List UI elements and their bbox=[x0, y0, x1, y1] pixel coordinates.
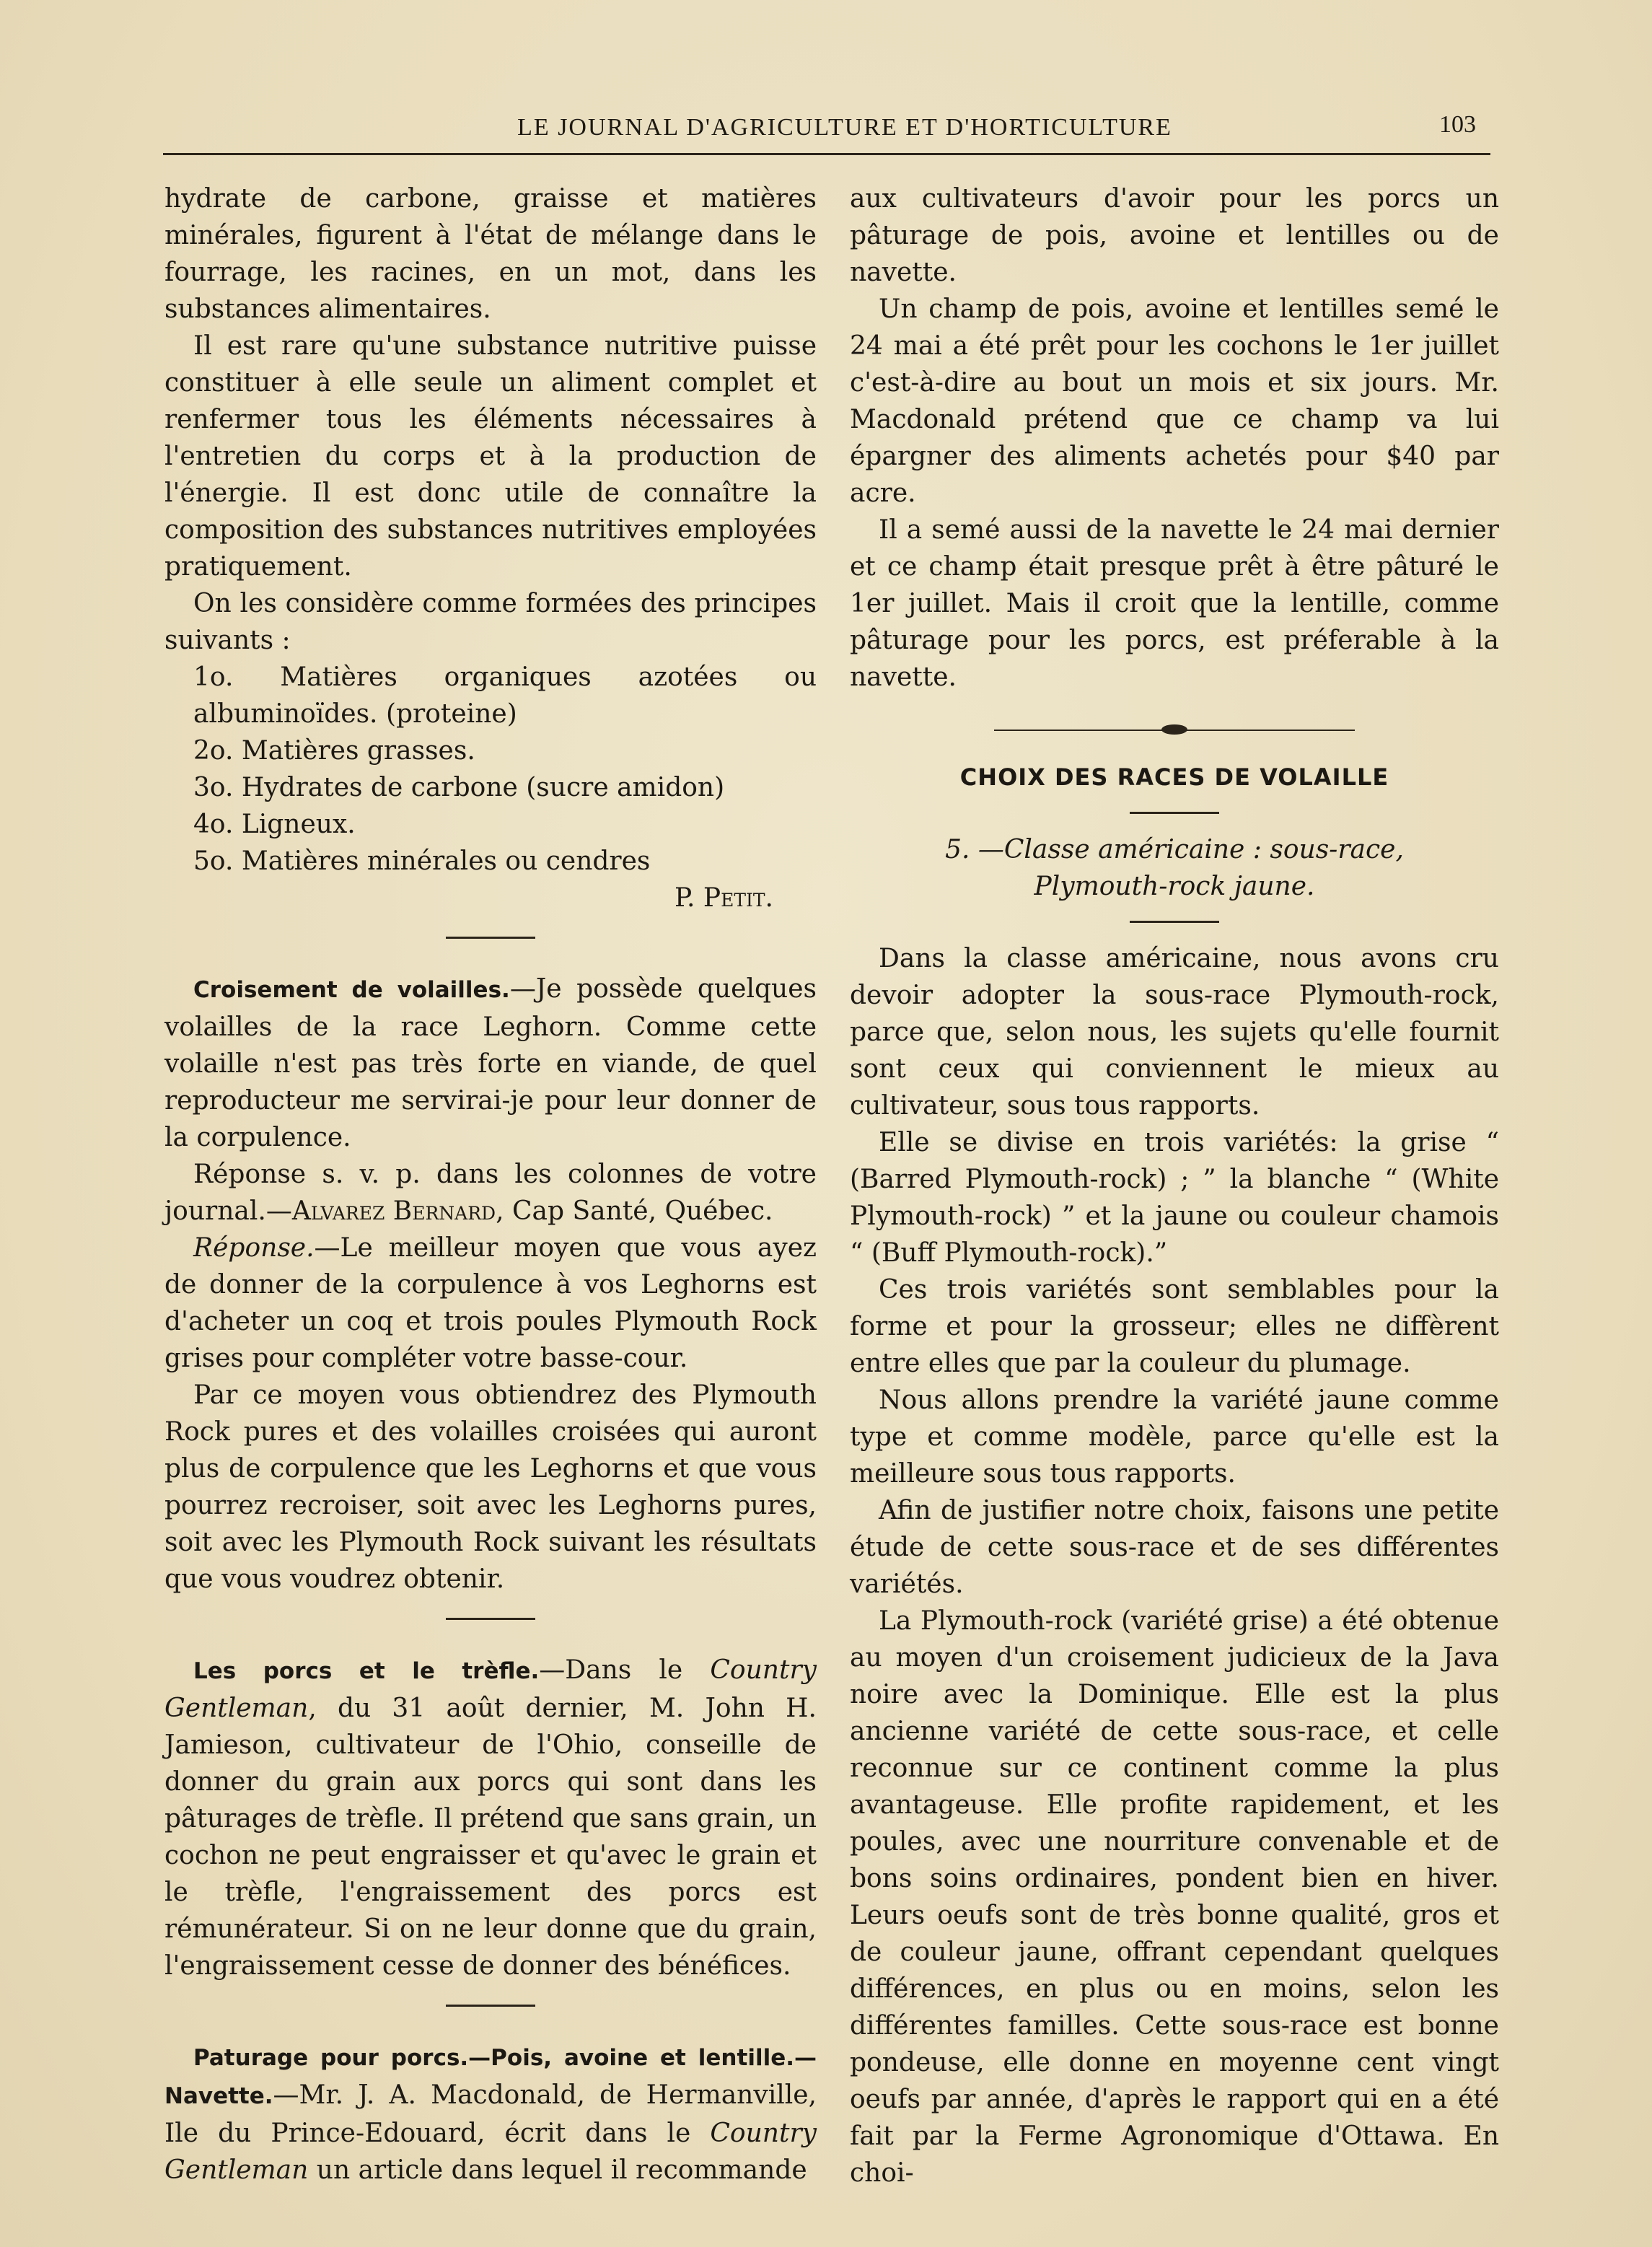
article-paturage bbox=[164, 2038, 817, 2189]
list-item: 3o. Hydrates de carbone (sucre amidon) bbox=[193, 773, 725, 802]
article-text: —Je possède quelques volailles de la race Leghorn. Comme cette volaille n'est pas très forte en viande, de quel reproducteur me servirai-je pour leur donner de la corpulence. bbox=[164, 974, 817, 1152]
ornament-divider bbox=[994, 723, 1355, 737]
paragraph bbox=[164, 1156, 817, 1230]
article-porcs bbox=[164, 1652, 817, 1984]
paragraph: Afin de justifier notre choix, faisons une petite étude de cette sous-race et de ses différentes variétés. bbox=[850, 1496, 1499, 1599]
paragraph: On les considère comme formées des principes suivants : bbox=[164, 589, 817, 655]
ornament-center bbox=[1161, 724, 1187, 735]
author-place: , Cap Santé, Québec. bbox=[496, 1196, 773, 1226]
paragraph: hydrate de carbone, graisse et matières minérales, figurent à l'état de mélange dans le fourrage, les racines, en un mot, dans les substances alimentaires. bbox=[164, 184, 817, 324]
journal-name: Country Gentleman bbox=[164, 1655, 817, 1723]
journal-title: LE JOURNAL D'AGRICULTURE ET D'HORTICULTURE bbox=[517, 114, 1172, 141]
article-text: Réponse s. v. p. dans les colonnes de votre journal.— bbox=[164, 1160, 817, 1226]
article-text: —Mr. J. A. Macdonald, de Hermanville, Ile du Prince-Edouard, écrit dans le bbox=[164, 2080, 817, 2148]
article-text: un article dans lequel il recommande bbox=[308, 2155, 807, 2185]
separator-rule bbox=[446, 2005, 535, 2007]
paragraph: Nous allons prendre la variété jaune comme type et comme modèle, parce qu'elle est la meilleure sous tous rapports. bbox=[850, 1385, 1499, 1489]
header-rule bbox=[163, 153, 1490, 155]
article-text: —Dans le bbox=[539, 1655, 711, 1685]
article-heading: Paturage pour porcs.—Pois, avoine et lentille.—Navette. bbox=[164, 2045, 817, 2109]
author-signature: P. Petit. bbox=[675, 883, 773, 913]
article-heading: Les porcs et le trèfle. bbox=[193, 1658, 540, 1684]
section-subtitle: 5. —Classe américaine : sous-race, Plymouth-rock jaune. bbox=[945, 835, 1404, 901]
article-croisement bbox=[164, 971, 817, 1156]
list-item: 2o. Matières grasses. bbox=[193, 736, 475, 766]
paragraph: Ces trois variétés sont semblables pour la forme et pour la grosseur; elles ne diffèrent entre elles que par la couleur du plumage. bbox=[850, 1275, 1499, 1378]
paragraph: La Plymouth-rock (variété grise) a été obtenue au moyen d'un croisement judicieux de la Java noire avec la Dominique. Elle est la plus ancienne variété de cette sous-race, et celle reconnue sur ce continent comme la plus avantageuse. Elle profite rapidement, et les poules, avec une nourriture convenable et de bons soins ordinaires, pondent bien en hiver. Leurs oeufs sont de très bonne qualité, gros et de couleur jaune, offrant cependant quelques différences, en plus ou en moins, selon les différentes familles. Cette sous-race est bonne pondeuse, elle donne en moyenne cent vingt oeufs par année, d'après le rapport qui en a été fait par la Ferme Agronomique d'Ottawa. En choi- bbox=[850, 1606, 1499, 2188]
article-heading: Croisement de volailles. bbox=[193, 977, 510, 1003]
journal-name: Country Gentleman bbox=[164, 2119, 817, 2185]
list-item: 1o. Matières organiques azotées ou albuminoïdes. (proteine) bbox=[193, 662, 817, 729]
article-text: —Le meilleur moyen que vous ayez de donner de la corpulence à vos Leghorns est d'acheter un coq et trois poules Plymouth Rock grises pour compléter votre basse-cour. bbox=[164, 1233, 817, 1373]
separator-rule bbox=[1130, 921, 1219, 923]
article-text: , du 31 août dernier, M. John H. Jamieson, cultivateur de l'Ohio, conseille de donner du grain aux porcs qui sont dans les pâturages de trèfle. Il prétend que sans grain, un cochon ne peut engraisser et qu'avec le grain et le trèfle, l'engraissement des porcs est rémunérateur. Si on ne leur donne que du grain, l'engraissement cesse de donner des bénéfices. bbox=[164, 1694, 817, 1981]
paragraph: aux cultivateurs d'avoir pour les porcs un pâturage de pois, avoine et lentilles ou de navette. bbox=[850, 184, 1499, 287]
left-column bbox=[164, 180, 817, 2189]
author-name: Alvarez Bernard bbox=[291, 1196, 496, 1226]
paragraph: Un champ de pois, avoine et lentilles semé le 24 mai a été prêt pour les cochons le 1er juillet c'est-à-dire au bout un mois et six jours. Mr. Macdonald prétend que ce champ va lui épargner des aliments achetés pour $40 par acre. bbox=[850, 294, 1499, 508]
separator-rule bbox=[446, 1618, 535, 1620]
section-title: CHOIX DES RACES DE VOLAILLE bbox=[959, 763, 1389, 791]
right-column bbox=[850, 180, 1499, 2191]
list-item: 5o. Matières minérales ou cendres bbox=[193, 846, 651, 876]
paragraph: Il a semé aussi de la navette le 24 mai dernier et ce champ était presque prêt à être pâturé le 1er juillet. Mais il croit que la lentille, comme pâturage pour les porcs, est préferable à la navette. bbox=[850, 515, 1499, 692]
paragraph bbox=[164, 1230, 817, 1377]
separator-rule bbox=[1130, 812, 1219, 814]
answer-label: Réponse. bbox=[193, 1233, 315, 1263]
separator-rule bbox=[446, 937, 535, 939]
running-header bbox=[163, 108, 1490, 144]
paragraph: Par ce moyen vous obtiendrez des Plymouth Rock pures et des volailles croisées qui auront plus de corpulence que les Leghorns et que vous pourrez recroiser, soit avec les Leghorns pures, soit avec les Plymouth Rock suivant les résultats que vous voudrez obtenir. bbox=[164, 1380, 817, 1594]
page-number: 103 bbox=[1439, 111, 1476, 138]
paragraph: Dans la classe américaine, nous avons cru devoir adopter la sous-race Plymouth-rock, parce que, selon nous, les sujets qu'elle fournit sont ceux qui conviennent le mieux au cultivateur, sous tous rapports. bbox=[850, 944, 1499, 1121]
paragraph: Il est rare qu'une substance nutritive puisse constituer à elle seule un aliment complet et renfermer tous les éléments nécessaires à l'entretien du corps et à la production de l'énergie. Il est donc utile de connaître la composition des substances nutritives employées pratiquement. bbox=[164, 331, 817, 582]
principles-list bbox=[164, 659, 817, 880]
paragraph: Elle se divise en trois variétés: la grise “ (Barred Plymouth-rock) ; ” la blanche “ (White Plymouth-rock) ” et la jaune ou couleur chamois “ (Buff Plymouth-rock).” bbox=[850, 1128, 1499, 1268]
list-item: 4o. Ligneux. bbox=[193, 810, 356, 839]
